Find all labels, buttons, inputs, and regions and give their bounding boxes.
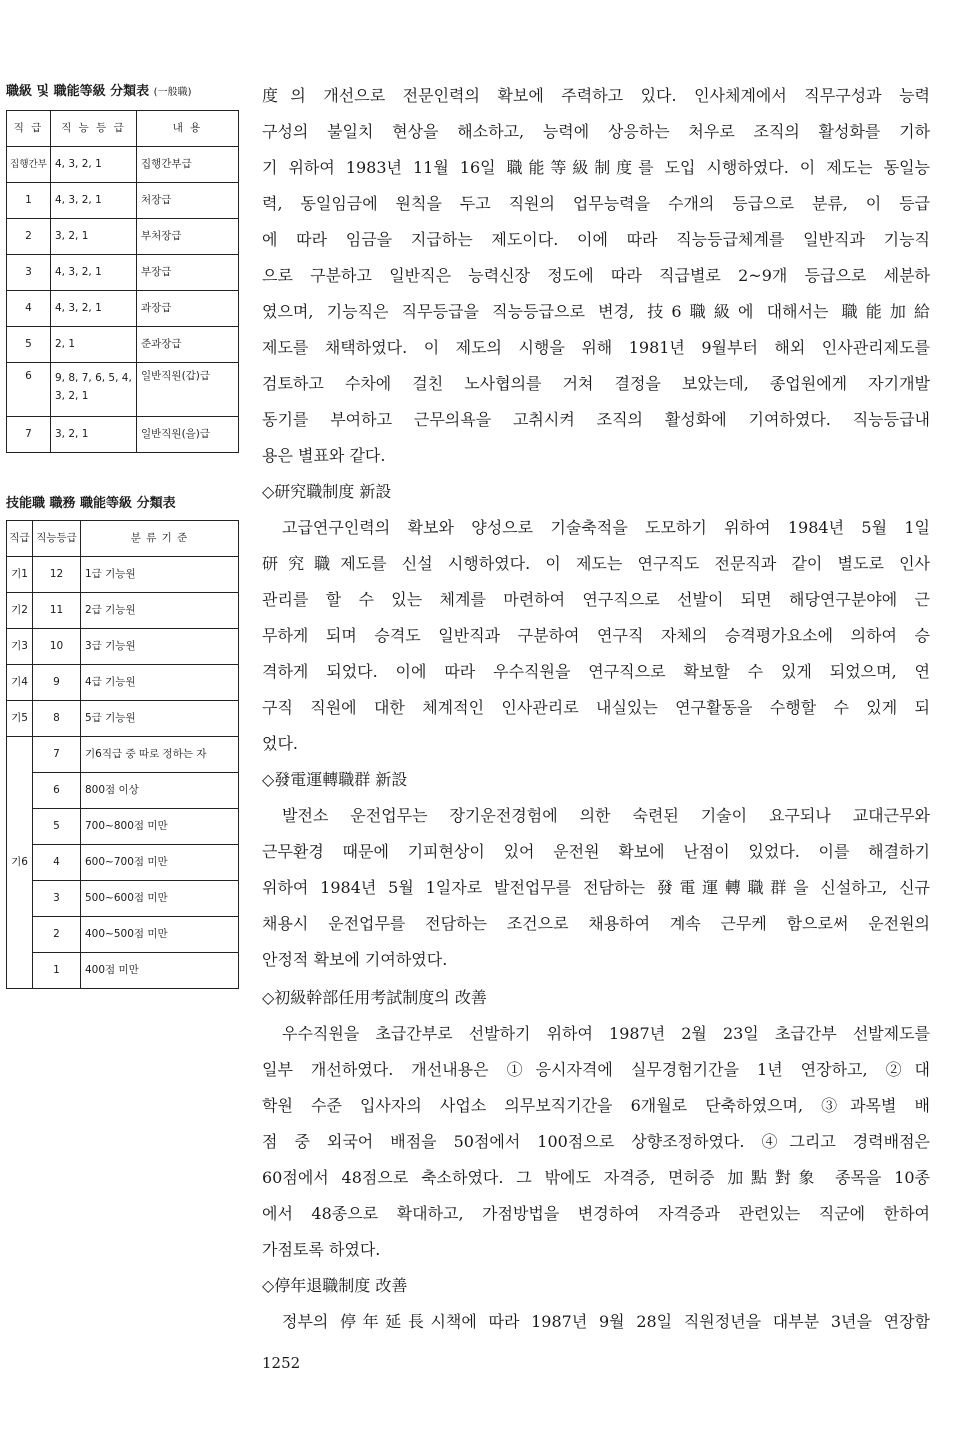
table2-header-level: 직능등급 bbox=[33, 521, 81, 557]
table2-cell-criteria: 400~500점 미만 bbox=[81, 917, 239, 953]
text-line: 고급연구인력의 확보와 양성으로 기술축적을 도모하기 위하여 1984년 5월 1일 bbox=[282, 518, 930, 537]
table2-cell-level: 10 bbox=[33, 629, 81, 665]
table-row bbox=[7, 917, 239, 953]
table1-cell-grade: 5 bbox=[7, 327, 51, 363]
text-line: 研究職제도를 신설 시행하였다. 이 제도는 연구직도 전문직과 같이 별도로 인사 bbox=[262, 554, 930, 573]
table2-cell-grade: 기4 bbox=[7, 665, 33, 701]
table-row bbox=[7, 593, 239, 629]
text-line: 안정적 확보에 기여하였다. bbox=[262, 950, 448, 969]
table2-cell-level: 6 bbox=[33, 773, 81, 809]
table2-cell-level: 3 bbox=[33, 881, 81, 917]
page-number: 1252 bbox=[262, 1354, 301, 1372]
table1-cell-desc: 처장급 bbox=[137, 183, 239, 219]
text-line: 에서 48종으로 확대하고, 가점방법을 변경하여 자격증과 관련있는 직군에 한하여 bbox=[262, 1204, 930, 1223]
text-line: 구성의 불일치 현상을 해소하고, 능력에 상응하는 처우로 조직의 활성화를 기하 bbox=[262, 122, 930, 141]
table2-caption bbox=[6, 492, 176, 511]
section-heading-junior-exam: ◇初級幹部任用考試制度의 改善 bbox=[262, 988, 487, 1007]
text-line: 일부 개선하였다. 개선내용은 ①응시자격에 실무경험기간을 1년 연장하고, ②대 bbox=[262, 1060, 930, 1079]
table2-cell-criteria: 1급 기능원 bbox=[81, 557, 239, 593]
table1-cell-grade: 7 bbox=[7, 417, 51, 453]
table2-cell-criteria: 700~800점 미만 bbox=[81, 809, 239, 845]
text-line: 구직 직원에 대한 체계적인 인사관리로 내실있는 연구활동을 수행할 수 있게 되 bbox=[262, 698, 930, 717]
table2-cell-level: 4 bbox=[33, 845, 81, 881]
table-row bbox=[7, 147, 239, 183]
table1-cell-levels: 3, 2, 1 bbox=[51, 417, 137, 453]
table-row bbox=[7, 809, 239, 845]
table2-cell-criteria: 3급 기능원 bbox=[81, 629, 239, 665]
table1-cell-grade: 4 bbox=[7, 291, 51, 327]
text-line: 었다. bbox=[262, 734, 298, 753]
table-row bbox=[7, 327, 239, 363]
table2-cell-criteria: 2급 기능원 bbox=[81, 593, 239, 629]
text-line: 기 위하여 1983년 11월 16일 職能等級制度를 도입 시행하였다. 이 제도는 동일능 bbox=[262, 158, 930, 177]
table2-group-grade: 기6 bbox=[7, 737, 33, 989]
table-row bbox=[7, 255, 239, 291]
text-line: 점 중 외국어 배점을 50점에서 100점으로 상향조정하였다. ④그리고 경력배점은 bbox=[262, 1132, 930, 1151]
table2-cell-level: 8 bbox=[33, 701, 81, 737]
text-line: 력, 동일임금에 원칙을 두고 직원의 업무능력을 수개의 등급으로 분류, 이 등급 bbox=[262, 194, 930, 213]
table-row bbox=[7, 557, 239, 593]
section-heading-research: ◇研究職制度 新設 bbox=[262, 482, 392, 501]
table1-cell-levels: 4, 3, 2, 1 bbox=[51, 291, 137, 327]
table2-cell-level: 1 bbox=[33, 953, 81, 989]
table1-cell-grade: 집행간부 bbox=[7, 147, 51, 183]
table2-cell-criteria: 400점 미만 bbox=[81, 953, 239, 989]
table-row bbox=[7, 881, 239, 917]
table-row bbox=[7, 363, 239, 417]
table2-cell-level: 11 bbox=[33, 593, 81, 629]
table1-cell-grade: 2 bbox=[7, 219, 51, 255]
table2-cell-grade: 기2 bbox=[7, 593, 33, 629]
table1-cell-levels: 4, 3, 2, 1 bbox=[51, 147, 137, 183]
table1-caption bbox=[6, 80, 191, 99]
grade-classification-table bbox=[6, 110, 239, 453]
table2-cell-criteria: 5급 기능원 bbox=[81, 701, 239, 737]
text-line: 으로 구분하고 일반직은 능력신장 정도에 따라 직급별로 2~9개 등급으로 세분하 bbox=[262, 266, 930, 285]
table1-cell-levels: 9, 8, 7, 6, 5, 4, 3, 2, 1 bbox=[51, 363, 137, 417]
table-row bbox=[7, 291, 239, 327]
table1-caption-note: (一般職) bbox=[153, 87, 192, 98]
table2-cell-criteria: 800점 이상 bbox=[81, 773, 239, 809]
table2-cell-level: 12 bbox=[33, 557, 81, 593]
table2-cell-level: 2 bbox=[33, 917, 81, 953]
table1-cell-desc: 일반직원(갑)급 bbox=[137, 363, 239, 417]
section-heading-retirement: ◇停年退職制度 改善 bbox=[262, 1276, 408, 1295]
table2-caption-title: 技能職 職務 職能等級 分類表 bbox=[6, 496, 176, 511]
table-row bbox=[7, 737, 239, 773]
technical-grade-table bbox=[6, 520, 239, 989]
text-line: 였으며, 기능직은 직무등급을 직능등급으로 변경, 技6職級에 대해서는 職能加給 bbox=[262, 302, 930, 321]
table1-header-levels: 직 능 등 급 bbox=[51, 111, 137, 147]
text-line: 격하게 되었다. 이에 따라 우수직원을 연구직으로 확보할 수 있게 되었으며, 연 bbox=[262, 662, 930, 681]
text-line: 60점에서 48점으로 축소하였다. 그 밖에도 자격증, 면허증 加點對象 종목을 10종 bbox=[262, 1168, 930, 1187]
table-row bbox=[7, 773, 239, 809]
text-line: 검토하고 수차에 걸친 노사협의를 거쳐 결정을 보았는데, 종업원에게 자기개발 bbox=[262, 374, 930, 393]
table-row bbox=[7, 629, 239, 665]
table2-cell-level: 5 bbox=[33, 809, 81, 845]
text-line: 정부의 停年延長시책에 따라 1987년 9월 28일 직원정년을 대부분 3년을 연장함 bbox=[282, 1312, 930, 1331]
text-line: 무하게 되며 승격도 일반직과 구분하여 연구직 자체의 승격평가요소에 의하여 승 bbox=[262, 626, 930, 645]
table-row bbox=[7, 701, 239, 737]
table-row bbox=[7, 953, 239, 989]
table2-header-criteria: 분 류 기 준 bbox=[81, 521, 239, 557]
table-row bbox=[7, 219, 239, 255]
table-row bbox=[7, 417, 239, 453]
table1-header-grade: 직 급 bbox=[7, 111, 51, 147]
table-row bbox=[7, 665, 239, 701]
table2-cell-criteria: 500~600점 미만 bbox=[81, 881, 239, 917]
table2-cell-grade: 기1 bbox=[7, 557, 33, 593]
table1-cell-levels: 3, 2, 1 bbox=[51, 219, 137, 255]
table-row bbox=[7, 183, 239, 219]
table-row bbox=[7, 845, 239, 881]
table1-cell-desc: 일반직원(을)급 bbox=[137, 417, 239, 453]
table1-cell-grade: 6 bbox=[7, 363, 51, 417]
table1-cell-desc: 과장급 bbox=[137, 291, 239, 327]
text-line: 채용시 운전업무를 전담하는 조건으로 채용하여 계속 근무케 함으로써 운전원의 bbox=[262, 914, 930, 933]
table1-cell-levels: 4, 3, 2, 1 bbox=[51, 255, 137, 291]
table1-cell-levels: 2, 1 bbox=[51, 327, 137, 363]
table1-cell-desc: 준과장급 bbox=[137, 327, 239, 363]
table1-cell-desc: 부처장급 bbox=[137, 219, 239, 255]
text-line: 발전소 운전업무는 장기운전경험에 의한 숙련된 기술이 요구되나 교대근무와 bbox=[282, 806, 930, 825]
text-line: 에 따라 임금을 지급하는 제도이다. 이에 따라 직능등급체계를 일반직과 기능직 bbox=[262, 230, 930, 249]
text-line: 가점토록 하였다. bbox=[262, 1240, 381, 1259]
table1-cell-desc: 집행간부급 bbox=[137, 147, 239, 183]
table2-header-grade: 직급 bbox=[7, 521, 33, 557]
text-line: 度의 개선으로 전문인력의 확보에 주력하고 있다. 인사체계에서 직무구성과 능력 bbox=[262, 86, 930, 105]
text-line: 관리를 할 수 있는 체계를 마련하여 연구직으로 선발이 되면 해당연구분야에 근 bbox=[262, 590, 930, 609]
table1-header-desc: 내 용 bbox=[137, 111, 239, 147]
table2-cell-grade: 기3 bbox=[7, 629, 33, 665]
text-line: 동기를 부여하고 근무의욕을 고취시켜 조직의 활성화에 기여하였다. 직능등급내 bbox=[262, 410, 930, 429]
text-line: 우수직원을 초급간부로 선발하기 위하여 1987년 2월 23일 초급간부 선발제도를 bbox=[282, 1024, 930, 1043]
table2-cell-criteria: 4급 기능원 bbox=[81, 665, 239, 701]
table1-cell-grade: 3 bbox=[7, 255, 51, 291]
text-line: 학원 수준 입사자의 사업소 의무보직기간을 6개월로 단축하였으며, ③과목별 배 bbox=[262, 1096, 930, 1115]
table2-cell-criteria: 600~700점 미만 bbox=[81, 845, 239, 881]
text-line: 제도를 채택하였다. 이 제도의 시행을 위해 1981년 9월부터 해외 인사관리제도를 bbox=[262, 338, 930, 357]
table1-cell-levels: 4, 3, 2, 1 bbox=[51, 183, 137, 219]
table2-cell-criteria: 기6직급 중 따로 정하는 자 bbox=[81, 737, 239, 773]
text-line: 위하여 1984년 5월 1일자로 발전업무를 전담하는 發電運轉職群을 신설하고, 신규 bbox=[262, 878, 930, 897]
text-line: 용은 별표와 같다. bbox=[262, 446, 386, 465]
section-heading-power-operation: ◇發電運轉職群 新設 bbox=[262, 770, 408, 789]
table1-cell-grade: 1 bbox=[7, 183, 51, 219]
text-line: 근무환경 때문에 기피현상이 있어 운전원 확보에 난점이 있었다. 이를 해결하기 bbox=[262, 842, 930, 861]
table2-cell-level: 7 bbox=[33, 737, 81, 773]
table2-cell-level: 9 bbox=[33, 665, 81, 701]
table1-caption-title: 職級 및 職能等級 分類表 bbox=[6, 84, 150, 99]
table1-cell-desc: 부장급 bbox=[137, 255, 239, 291]
table2-cell-grade: 기5 bbox=[7, 701, 33, 737]
